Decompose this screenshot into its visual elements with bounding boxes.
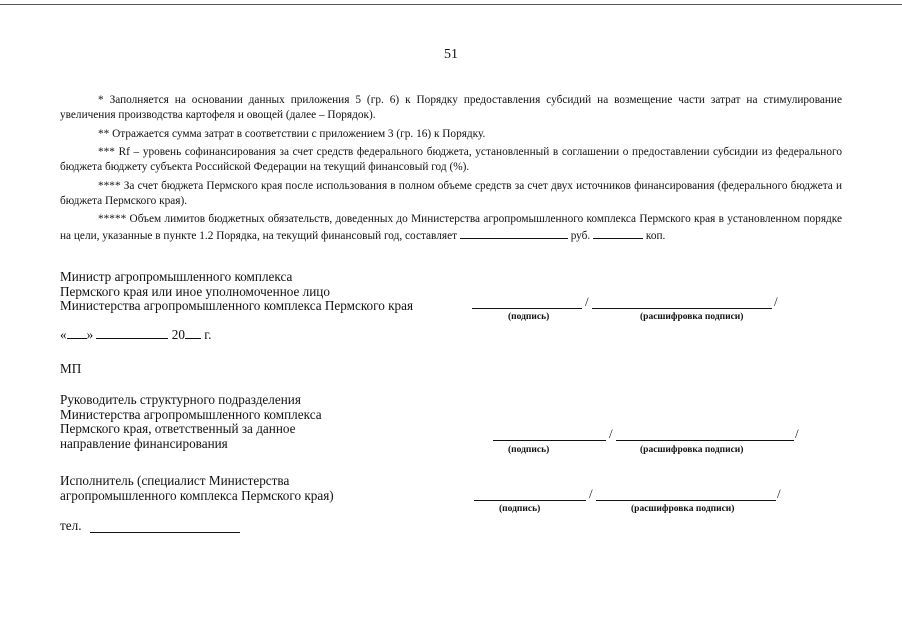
head-line-4: направление финансирования bbox=[60, 435, 228, 451]
footnote-marker: *** bbox=[98, 146, 115, 158]
footnote-marker: ** bbox=[98, 127, 110, 140]
page-number: 51 bbox=[444, 47, 458, 62]
separator-slash: / bbox=[795, 426, 799, 441]
footnote-5 bbox=[60, 212, 842, 244]
amount-rub-blank[interactable] bbox=[460, 227, 568, 239]
footnote-text: Объем лимитов бюджетных обязательств, доведенных до Министерства агропромышленного комплекса Пермского края в установленном порядке на цели, указанные в пункте 1.2 Порядка, на текущий финансовый год, составляет bbox=[60, 213, 842, 242]
minister-line-3: Министерства агропромышленного комплекса Пермского края bbox=[60, 298, 414, 313]
year-prefix: 20 bbox=[171, 327, 185, 342]
executor-signature-line[interactable] bbox=[474, 500, 586, 501]
executor-line-2: агропромышленного комплекса Пермского края) bbox=[60, 487, 334, 503]
footnote-1 bbox=[60, 93, 842, 123]
head-line-3: Пермского края, ответственный за данное bbox=[60, 421, 296, 436]
separator-slash: / bbox=[589, 486, 593, 501]
footnote-text: Заполняется на основании данных приложения 5 (гр. 6) к Порядку предоставления субсидий на возмещение части затрат на стимулирование увеличения производства картофеля и овощей (далее – Порядок). bbox=[60, 94, 842, 121]
month-blank[interactable] bbox=[96, 327, 168, 339]
head-line-1: Руководитель структурного подразделения bbox=[60, 392, 301, 407]
date-open-quote: « bbox=[60, 327, 67, 342]
executor-title bbox=[60, 474, 334, 503]
footnote-marker: **** bbox=[98, 179, 121, 192]
minister-title bbox=[60, 270, 413, 314]
separator-slash: / bbox=[585, 294, 589, 309]
head-signature-line[interactable] bbox=[493, 440, 606, 441]
footnote-text: Rf – уровень софинансирования за счет средств федерального бюджета, установленный в соглашении о предоставлении субсидии из федерального бюджета бюджету субъекта Российской Федерации на текущий финансовый год (%). bbox=[60, 146, 842, 173]
footnotes-block bbox=[60, 93, 842, 244]
year-blank[interactable] bbox=[185, 327, 201, 339]
footnote-marker: * bbox=[98, 94, 104, 106]
unit-kop: коп. bbox=[645, 230, 666, 242]
decoding-caption: (расшифровка подписи) bbox=[640, 312, 744, 322]
head-decoding-line[interactable] bbox=[616, 440, 794, 441]
day-blank[interactable] bbox=[67, 327, 87, 339]
signature-caption: (подпись) bbox=[508, 312, 550, 322]
signature-caption: (подпись) bbox=[499, 504, 541, 514]
head-line-2: Министерства агропромышленного комплекса bbox=[60, 406, 322, 422]
minister-decoding-line[interactable] bbox=[592, 308, 772, 309]
decoding-caption: (расшифровка подписи) bbox=[640, 445, 744, 455]
head-title bbox=[60, 393, 322, 451]
minister-line-1: Министр агропромышленного комплекса bbox=[60, 269, 293, 284]
separator-slash: / bbox=[777, 486, 781, 501]
unit-rub: руб. bbox=[570, 230, 591, 242]
footnote-text: Отражается сумма затрат в соответствии с приложением 3 (гр. 16) к Порядку. bbox=[109, 127, 486, 140]
separator-slash: / bbox=[609, 426, 613, 441]
minister-signature-line[interactable] bbox=[472, 308, 582, 309]
executor-decoding-line[interactable] bbox=[596, 500, 776, 501]
footnote-3 bbox=[60, 145, 842, 175]
footnote-text: За счет бюджета Пермского края после использования в полном объеме средств за счет двух источников финансирования (федерального бюджета и бюджета Пермского края). bbox=[60, 179, 842, 207]
date-close-quote: » bbox=[86, 327, 94, 342]
amount-kop-blank[interactable] bbox=[593, 227, 643, 239]
executor-line-1: Исполнитель (специалист Министерства bbox=[60, 473, 290, 488]
minister-line-2: Пермского края или иное уполномоченное лицо bbox=[60, 283, 330, 299]
footnote-2 bbox=[60, 127, 842, 142]
scan-top-border bbox=[0, 4, 902, 5]
footnote-marker: ***** bbox=[98, 213, 127, 225]
separator-slash: / bbox=[774, 294, 778, 309]
signature-caption: (подпись) bbox=[508, 445, 550, 455]
phone-line[interactable] bbox=[90, 532, 240, 533]
year-suffix: г. bbox=[204, 327, 212, 342]
footnote-4 bbox=[60, 179, 842, 209]
phone-label: тел. bbox=[60, 518, 82, 533]
decoding-caption: (расшифровка подписи) bbox=[631, 504, 735, 514]
date-line bbox=[60, 327, 211, 343]
stamp-place: МП bbox=[60, 361, 82, 376]
